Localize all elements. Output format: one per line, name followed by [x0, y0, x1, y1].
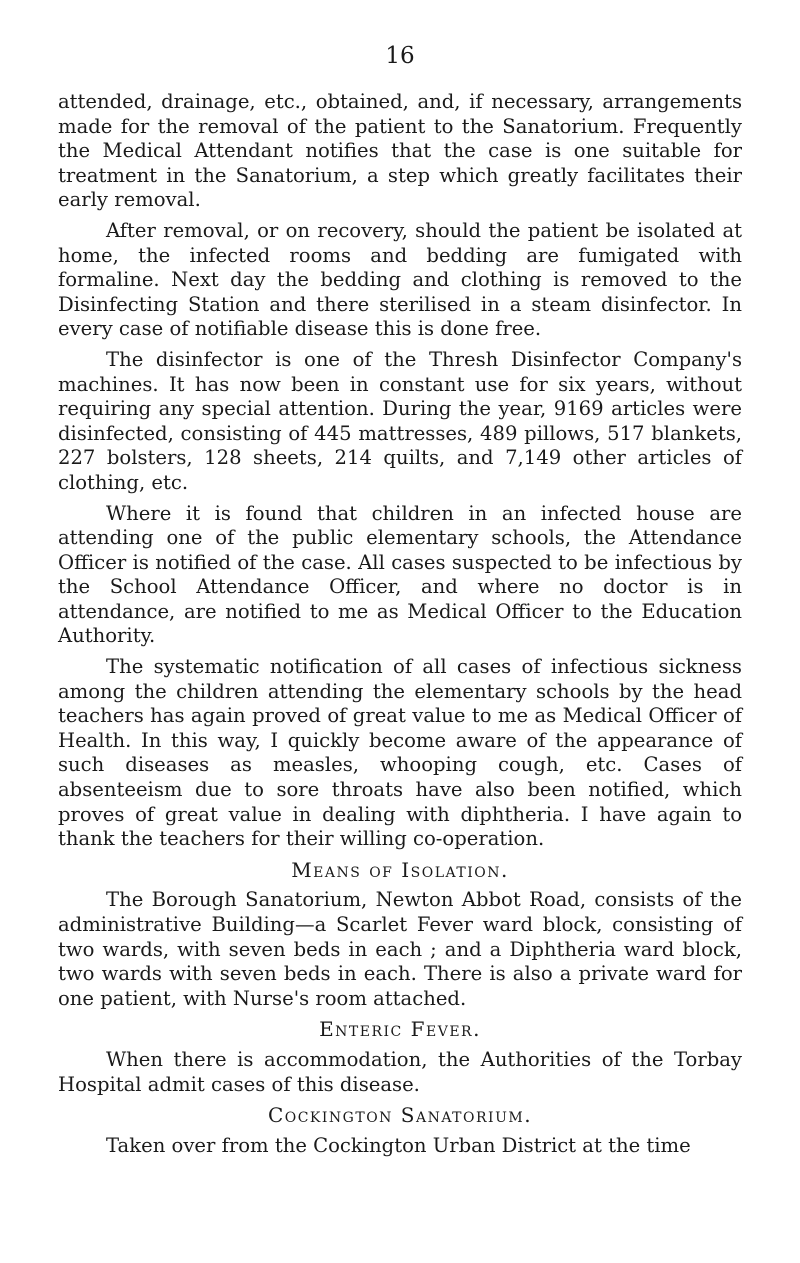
- paragraph-removal-arrangements: attended, drainage, etc., obtained, and, if necessary, arrangements made for the removal of the patient to the Sanatorium. Frequently the Medical Attendant notifies that the case is one suitable for treatment in the Sanatorium, a step which greatly facilitates their early removal.: [58, 90, 742, 212]
- paragraph-fumigation: After removal, or on recovery, should the patient be isolated at home, the infected rooms and bedding are fumigated with formaline. Next day the bedding and clothing is removed to the Disinfecting Station and there sterilised in a steam disinfector. In every case of notifiable disease this is done free.: [58, 218, 742, 341]
- paragraph-school-notification: Where it is found that children in an infected house are attending one of the public elementary schools, the Attendance Officer is notified of the case. All cases suspected to be infectious by the School Attendance Officer, and where no doctor is in attendance, are notified to me as Medical Officer to the Education Authority.: [58, 501, 742, 648]
- heading-means-of-isolation: Means of Isolation.: [291, 857, 509, 882]
- heading-enteric-fever: Enteric Fever.: [319, 1017, 481, 1042]
- paragraph-cockington: Taken over from the Cockington Urban District at the time: [106, 1133, 691, 1157]
- paragraph-disinfector: The disinfector is one of the Thresh Disinfector Company's machines. It has now been in constant use for six years, without requiring any special attention. During the year, 9169 articles were disinfected, consisting of 445 mattresses, 489 pillows, 517 blankets, 227 bolsters, 128 sheets, 214 quilts, and 7,149 other articles of clothing, etc.: [58, 347, 742, 494]
- paragraph-borough-sanatorium: The Borough Sanatorium, Newton Abbot Road, consists of the administrative Building—a Scarlet Fever ward block, consisting of two wards, with seven beds in each ; and a Diphtheria ward block, two wards with seven beds in each. There is also a private ward for one patient, with Nurse's room attached.: [58, 888, 742, 1010]
- body-text: [58, 90, 742, 1164]
- page-number: 16: [385, 43, 415, 69]
- heading-cockington-sanatorium: Cockington Sanatorium.: [267, 1103, 533, 1128]
- paragraph-systematic-notification: The systematic notification of all cases of infectious sickness among the children attending the elementary schools by the head teachers has again proved of great value to me as Medical Officer of Health. In this way, I quickly become aware of the appearance of such diseases as measles, whooping cough, etc. Cases of absenteeism due to sore throats have also been notified, which proves of great value in dealing with diphtheria. I have again to thank the teachers for their willing co-operation.: [58, 655, 742, 851]
- paragraph-enteric-fever: When there is accommodation, the Authorities of the Torbay Hospital admit cases of this disease.: [58, 1047, 742, 1096]
